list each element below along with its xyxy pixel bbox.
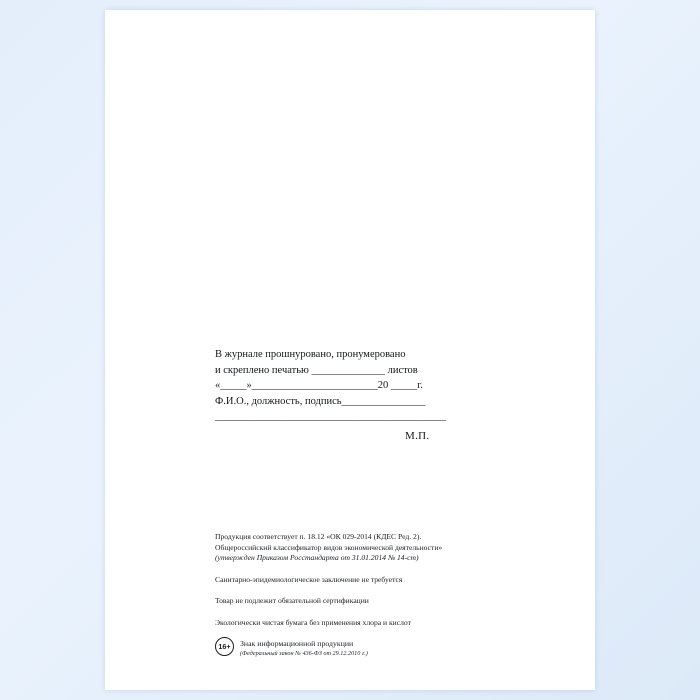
legal-paragraph-classifier bbox=[215, 532, 565, 564]
age-rating-icon: 16+ bbox=[215, 637, 234, 656]
cert-line-5: ____________________________________________ bbox=[215, 411, 446, 422]
classifier-line-2: Общероссийский классификатор видов экономической деятельности» bbox=[215, 542, 443, 552]
legal-certification-note: Товар не подлежит обязательной сертификации bbox=[215, 596, 369, 605]
classifier-line-1: Продукция соответствует п. 18.12 «ОК 029-2014 (КДЕС Ред. 2). bbox=[215, 532, 422, 541]
document-page bbox=[105, 10, 595, 690]
age-rating-row bbox=[215, 637, 565, 658]
cert-line-4: Ф.И.О., должность, подпись________________ bbox=[215, 395, 426, 407]
age-rating-label: Знак информационной продукции bbox=[240, 639, 354, 648]
legal-eco-note: Экологически чистая бумага без применения хлора и кислот bbox=[215, 617, 411, 627]
age-rating-text bbox=[240, 637, 368, 658]
legal-notices bbox=[215, 532, 565, 658]
stamp-place-label: М.П. bbox=[405, 430, 430, 442]
certification-block bbox=[215, 347, 545, 425]
cert-line-2: и скреплено печатью ______________ листов bbox=[215, 364, 418, 376]
cert-line-3: «_____»________________________20 _____г. bbox=[215, 380, 423, 391]
age-rating-law: (Федеральный закон № 436-ФЗ от 29.12.2010 г.) bbox=[240, 650, 368, 657]
classifier-line-3: (утвержден Приказом Росстандарта от 31.01.2014 № 14-ст) bbox=[215, 553, 419, 562]
cert-line-1: В журнале прошнуровано, пронумеровано bbox=[215, 349, 406, 360]
legal-sanitary-note: Санитарно-эпидемиологическое заключение не требуется bbox=[215, 574, 403, 584]
